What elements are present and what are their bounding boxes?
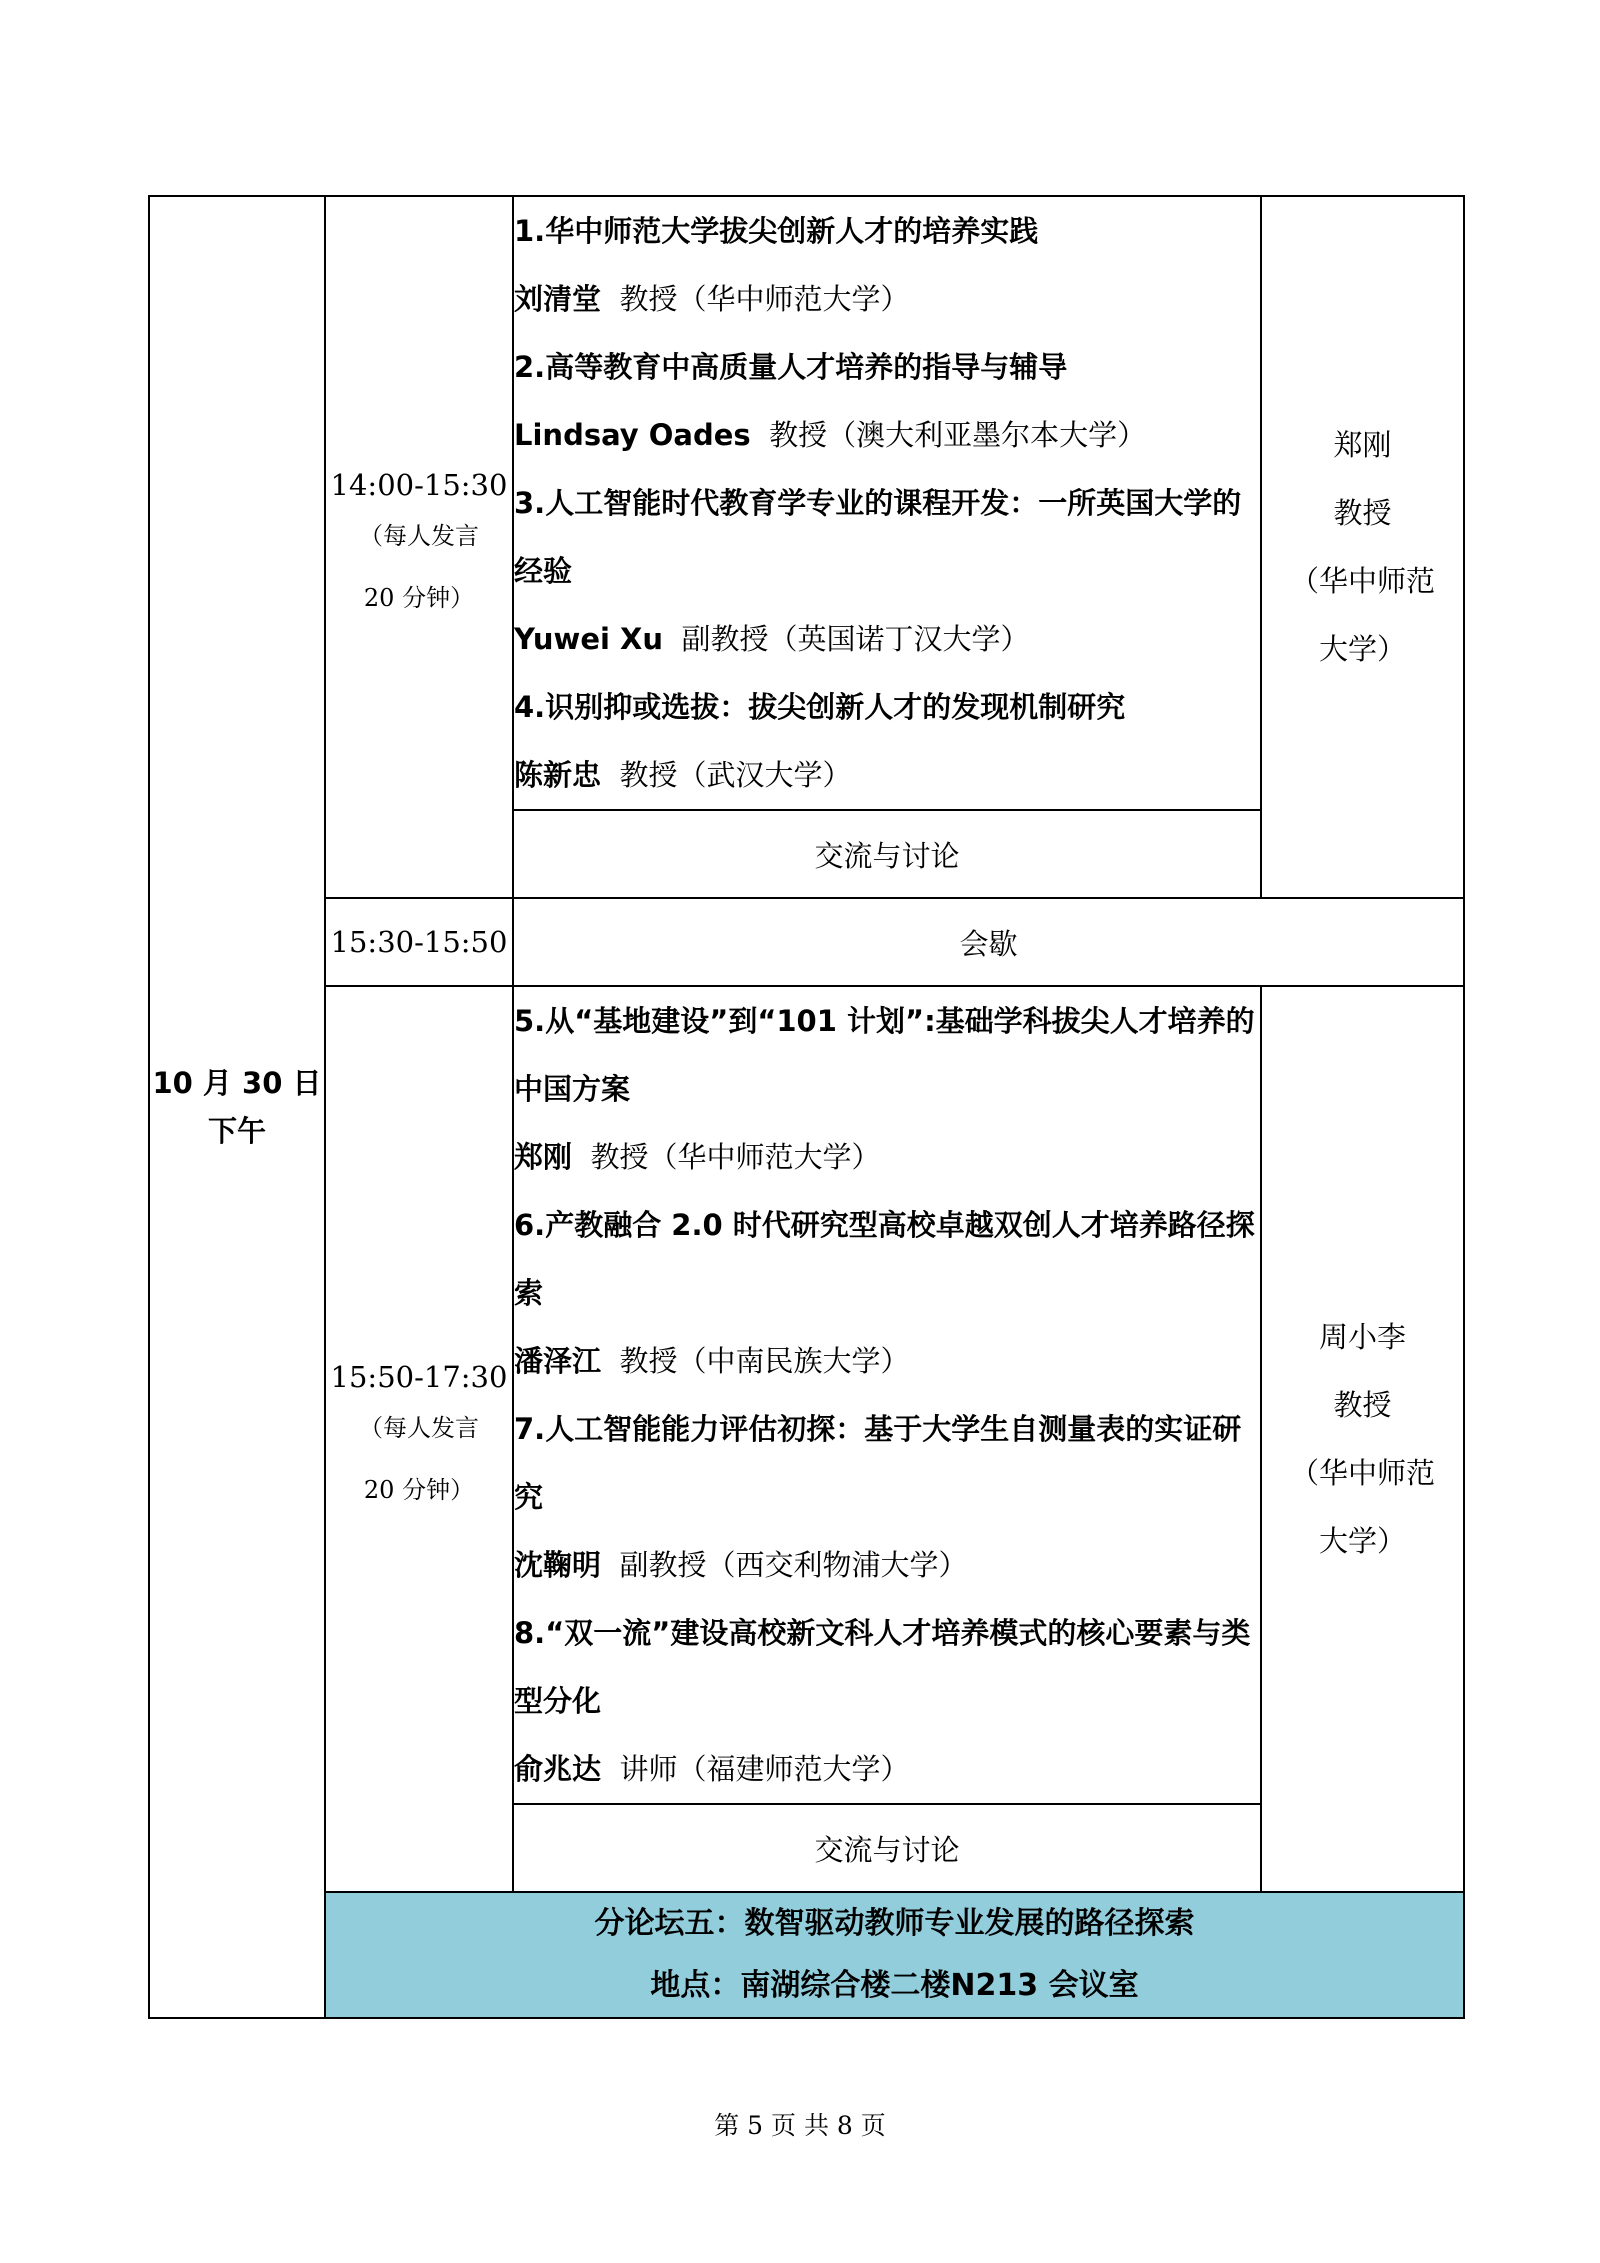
host-title: 教授: [1333, 496, 1392, 530]
talk-title: 6.产教融合 2.0 时代研究型高校卓越双创人才培养路径探索: [514, 1208, 1255, 1310]
speaker-name: 沈鞠明: [514, 1548, 602, 1582]
talk-speaker: [514, 1123, 1260, 1191]
forum-title: 分论坛五：数智驱动教师专业发展的路径探索: [594, 1906, 1195, 1941]
speaker-name: 陈新忠: [514, 758, 602, 792]
host-affiliation-2: 大学）: [1318, 1524, 1406, 1558]
host-affiliation-1: （华中师范: [1289, 564, 1435, 598]
speaker-role: 教授（中南民族大学）: [619, 1344, 910, 1378]
session2-time-cell: [325, 986, 513, 1892]
session1-note-2: 20 分钟）: [363, 584, 475, 612]
talk-title: 8.“双一流”建设高校新文科人才培养模式的核心要素与类型分化: [514, 1616, 1251, 1718]
session2-note-1: （每人发言: [359, 1414, 479, 1442]
speaker-name: Yuwei Xu: [514, 622, 664, 656]
speaker-role: 讲师（福建师范大学）: [619, 1752, 910, 1786]
speaker-role: 教授（澳大利亚墨尔本大学）: [769, 418, 1147, 452]
talk-title: 5.从“基地建设”到“101 计划”:基础学科拔尖人才培养的中国方案: [514, 1004, 1255, 1106]
session1-talks: [513, 196, 1261, 810]
talk-speaker: [514, 1735, 1260, 1803]
speaker-name: 刘清堂: [514, 282, 602, 316]
session1-host-cell: [1261, 196, 1464, 898]
session2-host-cell: [1261, 986, 1464, 1892]
host-affiliation-2: 大学）: [1318, 632, 1406, 666]
date-period: 下午: [207, 1114, 266, 1148]
session1-note-1: （每人发言: [359, 522, 479, 550]
talk-speaker: [514, 265, 1260, 333]
session2-discussion: 交流与讨论: [513, 1804, 1261, 1892]
forum-location: 地点：南湖综合楼二楼N213 会议室: [650, 1968, 1139, 2003]
session2-talks: [513, 986, 1261, 1804]
talk-speaker: [514, 401, 1260, 469]
talk-speaker: [514, 1531, 1260, 1599]
speaker-role: 副教授（西交利物浦大学）: [619, 1548, 968, 1582]
talk-title: 1.华中师范大学拔尖创新人才的培养实践: [514, 214, 1039, 248]
host-affiliation-1: （华中师范: [1289, 1456, 1435, 1490]
session2-time: 15:50-17:30: [330, 1360, 508, 1394]
talk-speaker: [514, 605, 1260, 673]
speaker-name: Lindsay Oades: [514, 418, 751, 452]
speaker-role: 教授（华中师范大学）: [619, 282, 910, 316]
host-title: 教授: [1333, 1388, 1392, 1422]
session1-time: 14:00-15:30: [330, 468, 508, 502]
page-number-footer: 第 5 页 共 8 页: [714, 2111, 886, 2140]
date-cell: [149, 196, 325, 2018]
session1-discussion: 交流与讨论: [513, 810, 1261, 898]
host-name: 周小李: [1318, 1320, 1406, 1354]
talk-title: 2.高等教育中高质量人才培养的指导与辅导: [514, 350, 1068, 384]
host-name: 郑刚: [1333, 428, 1392, 462]
talk-speaker: [514, 741, 1260, 809]
date-text: 10 月 30 日: [152, 1066, 322, 1100]
speaker-role: 教授（华中师范大学）: [590, 1140, 881, 1174]
speaker-role: 副教授（英国诺丁汉大学）: [681, 622, 1030, 656]
forum-header: [325, 1892, 1464, 2018]
speaker-name: 俞兆达: [514, 1752, 602, 1786]
break-label: 会歇: [513, 898, 1464, 986]
speaker-role: 教授（武汉大学）: [619, 758, 852, 792]
session1-time-cell: [325, 196, 513, 898]
talk-title: 4.识别抑或选拔：拔尖创新人才的发现机制研究: [514, 690, 1126, 724]
speaker-name: 潘泽江: [514, 1344, 602, 1378]
break-time: 15:30-15:50: [325, 898, 513, 986]
talk-title: 7.人工智能能力评估初探：基于大学生自测量表的实证研究: [514, 1412, 1242, 1514]
talk-speaker: [514, 1327, 1260, 1395]
session2-note-2: 20 分钟）: [363, 1476, 475, 1504]
schedule-table: [148, 195, 1465, 2019]
speaker-name: 郑刚: [514, 1140, 573, 1174]
talk-title: 3.人工智能时代教育学专业的课程开发：一所英国大学的经验: [514, 486, 1242, 588]
